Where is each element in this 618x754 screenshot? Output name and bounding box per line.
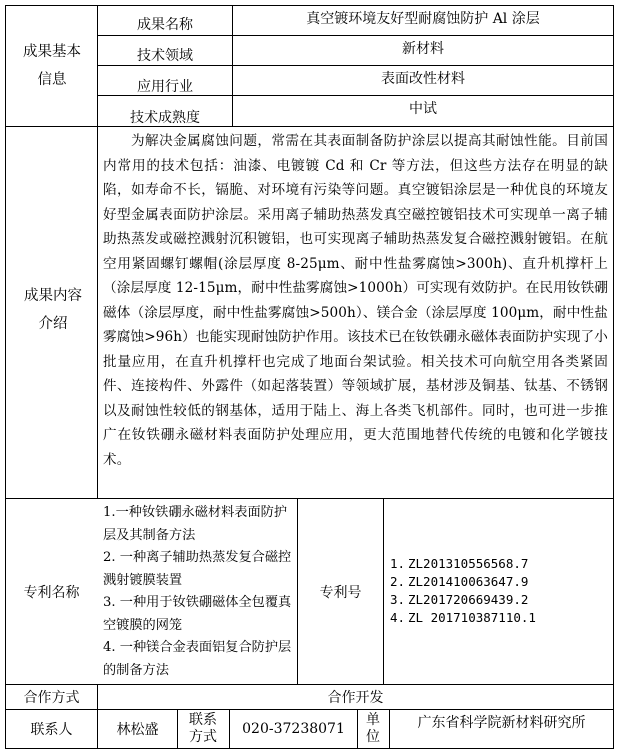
label-tech-maturity: 技术成熟度 <box>130 110 200 126</box>
list-item: 2. ZL201410063647.9 <box>390 574 529 589</box>
intro-section-label: 成果内容介绍 <box>24 288 82 332</box>
list-item: 3. 一种用于钕铁硼磁体全包覆真空镀膜的网笼 <box>103 595 292 633</box>
label-application-industry: 应用行业 <box>137 78 193 95</box>
contact-person-label: 联系人 <box>30 722 73 738</box>
patent-number-list <box>390 555 610 635</box>
patent-number-label: 专利号 <box>319 584 362 601</box>
list-item: 1. ZL201310556568.7 <box>390 556 529 571</box>
list-item: 4. 一种镁合金表面铝复合防护层的制备方法 <box>103 640 292 678</box>
contact-phone: 020-37238071 <box>242 721 345 737</box>
label-achievement-name: 成果名称 <box>137 16 193 33</box>
list-item: 1.一种钕铁硼永磁材料表面防护层及其制备方法 <box>103 505 288 543</box>
patent-name-label: 专利名称 <box>23 584 80 601</box>
value-application-industry: 表面改性材料 <box>381 71 465 87</box>
list-item: 4. ZL 201710387110.1 <box>390 610 536 625</box>
basic-info-section-label: 成果基本信息 <box>23 44 81 88</box>
contact-method-label: 联系方式 <box>189 712 217 745</box>
patent-name-list <box>103 502 293 682</box>
contact-unit-value: 广东省科学院新材料研究所 <box>417 715 586 731</box>
list-item: 2. 一种离子辅助热蒸发复合磁控溅射镀膜装置 <box>103 550 292 588</box>
cooperation-value: 合作开发 <box>327 690 384 706</box>
label-tech-field: 技术领域 <box>137 47 193 64</box>
cooperation-label: 合作方式 <box>23 690 80 706</box>
value-tech-field: 新材料 <box>402 41 444 57</box>
value-tech-maturity: 中试 <box>409 101 437 117</box>
contact-unit-label: 单位 <box>366 712 380 745</box>
intro-text: 为解决金属腐蚀问题，常需在其表面制备防护涂层以提高其耐蚀性能。目前国内常用的技术包括：油漆、电镀镀 Cd 和 Cr 等方法，但这些方法存在明显的缺陷，如寿命不长，镉脆、对环境有污染等问题。真空镀铝涂层是一种优良的环境友好型金属表面防护涂层。采用离子辅助热蒸发真空磁控镀铝技术可实现单一离子辅助热蒸发或磁控溅射沉积镀铝，也可实现离子辅助热蒸发复合磁控溅射镀铝。在航空用紧固螺钉螺帽(涂层厚度 8-25μm、耐中性盐雾腐蚀>300h)、直升机撑杆上（涂层厚度 12-15μm，耐中性盐雾腐蚀>1000h）可实现有效防护。在民用钕铁硼磁体（涂层厚度，耐中性盐雾腐蚀>500h）、镁合金（涂层厚度 100μm，耐中性盐雾腐蚀>96h）也能实现耐蚀防护作用。该技术已在钕铁硼永磁体表面防护实现了小批量应用，在直升机撑杆也完成了地面台架试验。相关技术可向航空用各类紧固件、连接构件、外露件（如起落装置）等领域扩展，基材涉及铜基、钛基、不锈钢以及耐蚀性较低的钢基体，适用于陆上、海上各类飞机部件。同时，也可进一步推广在钕铁硼永磁材料表面防护处理应用，更大范围地替代传统的电镀和化学镀技术。 <box>103 133 608 468</box>
list-item: 3. ZL201720669439.2 <box>390 592 529 607</box>
value-achievement-name: 真空镀环境友好型耐腐蚀防护 Al 涂层 <box>306 11 540 27</box>
contact-person-value: 林松盛 <box>116 722 159 738</box>
